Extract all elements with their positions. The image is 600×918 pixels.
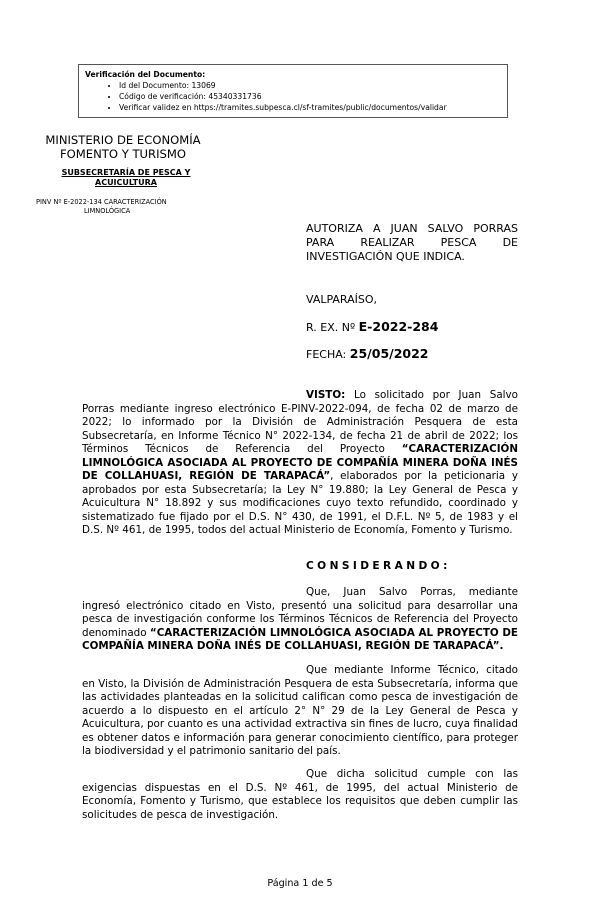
page-number: Página 1 de 5	[267, 878, 333, 889]
resolution-city: VALPARAÍSO,	[306, 293, 378, 306]
considerando-p1-project: “CARACTERIZACIÓN LIMNOLÓGICA ASOCIADA AL PROYECTO DE COMPAÑÍA MINERA DOÑA INÉS DE COLLAHUASI, REGIÓN DE TARAPACÁ”.	[82, 626, 518, 652]
considerando-p2	[82, 664, 518, 759]
verification-id: • Id del Documento: 13069	[119, 80, 501, 91]
fecha-value: 25/05/2022	[349, 346, 429, 361]
considerando-p1	[82, 586, 518, 654]
visto-project: “CARACTERIZACIÓN LIMNOLÓGICA ASOCIADA AL PROYECTO DE COMPAÑÍA MINERA DOÑA INÉS DE COLLAHUASI, REGIÓN DE TARAPACÁ”	[82, 443, 518, 482]
visto-paragraph	[82, 389, 518, 538]
pinv-line1: PINV Nº E-2022-134 CARACTERIZACIÓN	[36, 198, 167, 206]
considerando-p3-text: Que dicha solicitud cumple con las exigencias dispuestas en el D.S. Nº 461, de 1995, del actual Ministerio de Economía, Fomento y Turismo, que establece los requisitos que deben cumplir las solicitudes de pesca de investigación.	[82, 768, 518, 821]
visto-section	[82, 389, 518, 538]
considerando-heading: CONSIDERANDO:	[306, 560, 451, 572]
fecha-label: FECHA:	[306, 348, 347, 361]
ministry-line1: MINISTERIO DE ECONOMÍA	[45, 133, 201, 147]
considerando-p2-text: Que mediante Informe Técnico, citado en Visto, la División de Administración Pesquera de esta Subsecretaría, informa que las actividades planteadas en la solicitud califican como pesca de investigación de acuerdo a lo dispuesto en el artículo 2° N° 29 de la Ley General de Pesca y Acuicultura, por cuanto es una actividad extractiva sin fines de lucro, cuya finalidad es obtener datos e información para generar conocimiento científico, para proteger la biodiversidad y el patrimonio sanitario del país.	[82, 664, 518, 757]
subsecretaria-label: SUBSECRETARÍA DE PESCA Y ACUICULTURA	[61, 168, 191, 187]
pinv-reference	[36, 198, 216, 216]
rex-number: E-2022-284	[358, 319, 439, 334]
verification-url: • Verificar validez en https://tramites.subpesca.cl/sf-tramites/public/documentos/validar	[119, 102, 501, 113]
verification-code: • Código de verificación: 45340331736	[119, 91, 501, 102]
visto-text2: , elaborados por la peticionaria y aprobados por esta Subsecretaría; la Ley N° 19.880; la Ley General de Pesca y Acuicultura N° 18.892 y sus modificaciones cuyo texto refundido, coordinado y sistematizado fue fijado por el D.S. N° 430, de 1991, el D.F.L. Nº 5, de 1983 y el D.S. Nº 461, de 1995, todos del actual Ministerio de Economía, Fomento y Turismo.	[82, 470, 518, 536]
ministry-line2: FOMENTO Y TURISMO	[60, 147, 186, 161]
pinv-line2: LIMNOLÓGICA	[84, 207, 131, 215]
visto-label: VISTO:	[306, 389, 346, 401]
visto-text1: Lo solicitado por Juan Salvo Porras mediante ingreso electrónico E-PINV-2022-094, de fecha 02 de marzo de 2022; lo informado por la División de Administración Pesquera de esta Subsecretaría, en Informe Técnico N° 2022-134, de fecha 21 de abril de 2022; los Términos Técnicos de Referencia del Proyecto	[82, 389, 518, 455]
verification-box	[78, 64, 508, 118]
resolution-number	[306, 320, 518, 335]
resolution-date	[306, 347, 518, 362]
considerando-p3	[82, 768, 518, 822]
considerando-p1-text: Que, Juan Salvo Porras, mediante ingresó electrónico citado en Visto, presentó una solicitud para desarrollar una pesca de investigación conforme los Términos Técnicos de Referencia del Proyecto denominado	[82, 586, 518, 639]
verification-list	[85, 80, 501, 113]
verification-title: Verificación del Documento:	[85, 70, 206, 79]
resolution-subject: AUTORIZA A JUAN SALVO PORRAS PARA REALIZAR PESCA DE INVESTIGACIÓN QUE INDICA.	[306, 222, 518, 263]
rex-label: R. EX. Nº	[306, 321, 356, 334]
ministry-header	[30, 133, 216, 161]
